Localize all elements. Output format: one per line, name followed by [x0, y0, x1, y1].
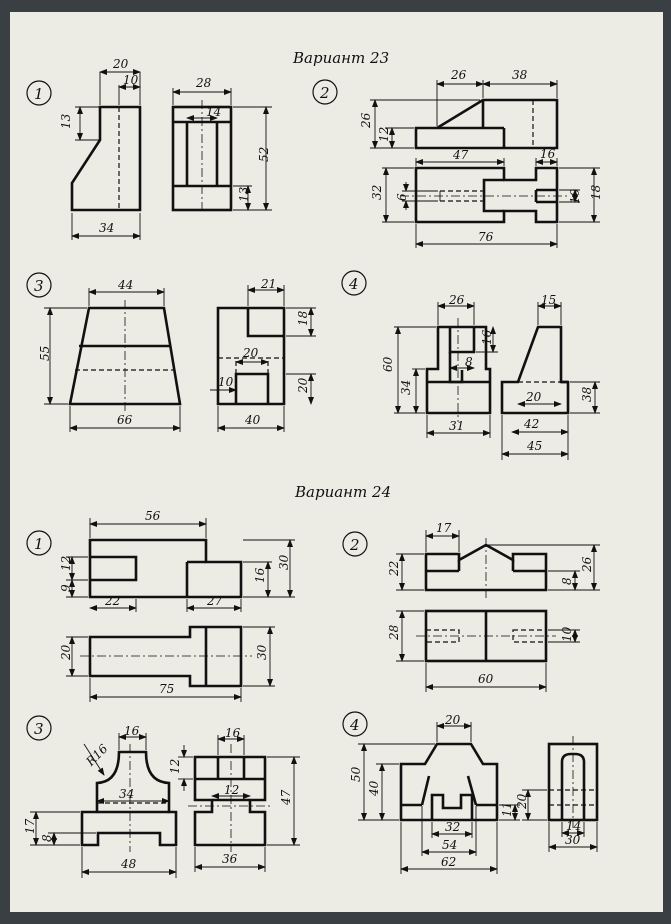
dim: 18	[589, 184, 603, 200]
dim: 32	[370, 184, 384, 200]
dim: 10	[218, 375, 234, 389]
dim: 16	[253, 567, 267, 583]
v24-task-4	[343, 712, 597, 874]
dim: 32	[445, 820, 461, 834]
dim: 38	[512, 68, 528, 82]
dim: 20	[296, 377, 310, 393]
dim: 20	[515, 793, 529, 809]
dim: 21	[261, 277, 277, 291]
task-number: 1	[34, 85, 44, 103]
dim: 14	[566, 819, 582, 833]
dim: 16	[124, 724, 140, 738]
dim: R16	[83, 741, 111, 769]
v24-task-1	[27, 509, 295, 702]
dim: 20	[526, 390, 542, 404]
dim: 36	[222, 852, 238, 866]
dim: 22	[387, 560, 401, 576]
v23-task-3	[27, 273, 316, 432]
task-number: 3	[34, 277, 44, 295]
dim: 45	[527, 439, 543, 453]
dim: 16	[540, 147, 556, 161]
v24-task-2	[343, 521, 600, 692]
task-number: 4	[350, 716, 360, 734]
dim: 9	[59, 584, 73, 592]
dim: 14	[206, 105, 222, 119]
dim: 60	[381, 356, 395, 372]
dim: 10	[123, 73, 139, 87]
dim: 44	[118, 278, 134, 292]
dim: 28	[196, 76, 212, 90]
v23-task-2	[313, 68, 603, 248]
dim: 47	[453, 148, 469, 162]
dim: 40	[367, 780, 381, 796]
v23-task-4	[342, 271, 600, 460]
dim: 50	[349, 766, 363, 782]
dim: 26	[451, 68, 467, 82]
dim: 12	[168, 758, 182, 774]
dim: 54	[442, 838, 458, 852]
dim: 13	[237, 186, 251, 202]
dim: 8	[40, 834, 54, 842]
dim: 17	[23, 818, 37, 834]
dim: 30	[277, 554, 291, 570]
dim: 42	[524, 417, 540, 431]
dim: 12	[59, 555, 73, 571]
dim: 16	[480, 329, 494, 345]
dim: 31	[449, 419, 465, 433]
dim: 66	[117, 413, 133, 427]
task-number: 2	[350, 536, 360, 554]
variant-24-title: Вариант 24	[295, 483, 392, 501]
dim: 11	[500, 801, 514, 817]
dim: 12	[224, 783, 240, 797]
dim: 16	[225, 726, 241, 740]
task-number: 2	[320, 84, 330, 102]
dim: 10	[568, 188, 582, 204]
dim: 22	[105, 594, 121, 608]
dim: 30	[565, 833, 581, 847]
task-number: 3	[34, 720, 44, 738]
v23-task-1	[27, 57, 272, 240]
dim: 12	[377, 126, 391, 142]
dim: 60	[478, 672, 494, 686]
dim: 62	[441, 855, 457, 869]
dim: 48	[121, 857, 137, 871]
task-number: 4	[349, 275, 359, 293]
dim: 28	[387, 624, 401, 640]
dim: 8	[560, 577, 574, 585]
dim: 13	[59, 113, 73, 129]
dim: 56	[145, 509, 161, 523]
dim: 26	[359, 112, 373, 128]
dim: 8	[465, 355, 473, 369]
dim: 15	[541, 293, 557, 307]
variant-23-title: Вариант 23	[293, 49, 390, 67]
dim: 10	[560, 626, 574, 642]
dim: 34	[99, 221, 115, 235]
dim: 52	[257, 146, 271, 162]
dim: 20	[243, 346, 259, 360]
dim: 38	[580, 386, 594, 402]
dim: 26	[580, 556, 594, 572]
dim: 47	[279, 789, 293, 805]
dim: 27	[207, 594, 223, 608]
dim: 18	[296, 310, 310, 326]
dim: 75	[159, 682, 175, 696]
dim: 40	[245, 413, 261, 427]
dim: 34	[119, 787, 135, 801]
dim: 30	[255, 644, 269, 660]
dim: 26	[449, 293, 465, 307]
dim: 34	[399, 379, 413, 395]
task-number: 1	[34, 535, 44, 553]
v24-task-3	[23, 716, 300, 878]
dim: 6	[395, 193, 409, 201]
dim: 20	[113, 57, 129, 71]
dim: 20	[445, 713, 461, 727]
dim: 17	[436, 521, 452, 535]
dim: 55	[38, 345, 52, 361]
dim: 76	[478, 230, 494, 244]
dim: 20	[59, 644, 73, 660]
